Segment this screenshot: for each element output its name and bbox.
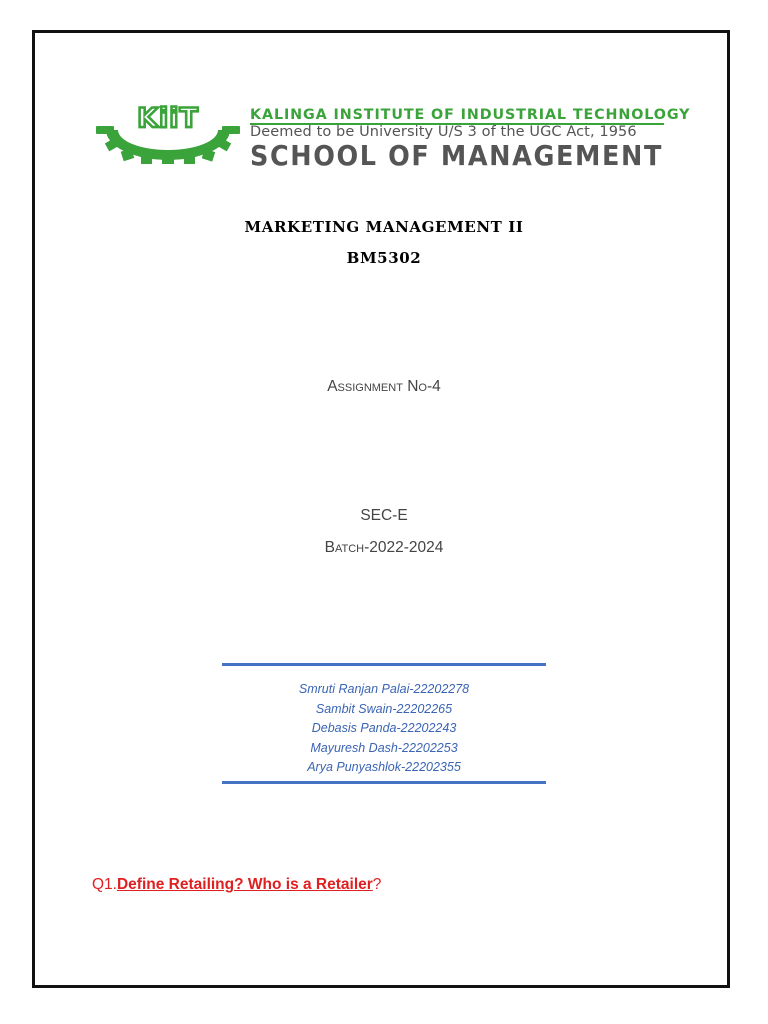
institute-name: KALINGA INSTITUTE OF INDUSTRIAL TECHNOLOGY (250, 107, 691, 123)
member-item: Debasis Panda-22202243 (311, 721, 457, 735)
member-item: Smruti Ranjan Palai-22202278 (298, 682, 470, 696)
question-heading (92, 876, 381, 894)
school-name: SCHOOL OF MANAGEMENT (250, 140, 663, 173)
course-code: BM5302 (346, 249, 422, 267)
section-label: SEC-E (360, 507, 408, 524)
member-item: Mayuresh Dash-22202253 (310, 740, 458, 755)
member-item: Arya Punyashlok-22202355 (307, 760, 461, 774)
member-item: Sambit Swain-22202265 (315, 701, 453, 716)
question-number: Q1. (92, 876, 117, 893)
group-members-box (222, 663, 546, 784)
svg-text:KiiT: KiiT (137, 103, 199, 134)
question-suffix: ? (372, 876, 382, 893)
assignment-number: Assignment No-4 (327, 378, 441, 395)
course-title: MARKETING MANAGEMENT II (244, 218, 524, 236)
deemed-university-line: Deemed to be University U/S 3 of the UGC Act, 1956 (250, 124, 637, 140)
batch-label: Batch-2022-2024 (324, 539, 444, 556)
kiit-logo (96, 100, 240, 164)
question-text: Define Retailing? Who is a Retailer (116, 876, 373, 893)
group-members-list (222, 666, 546, 778)
